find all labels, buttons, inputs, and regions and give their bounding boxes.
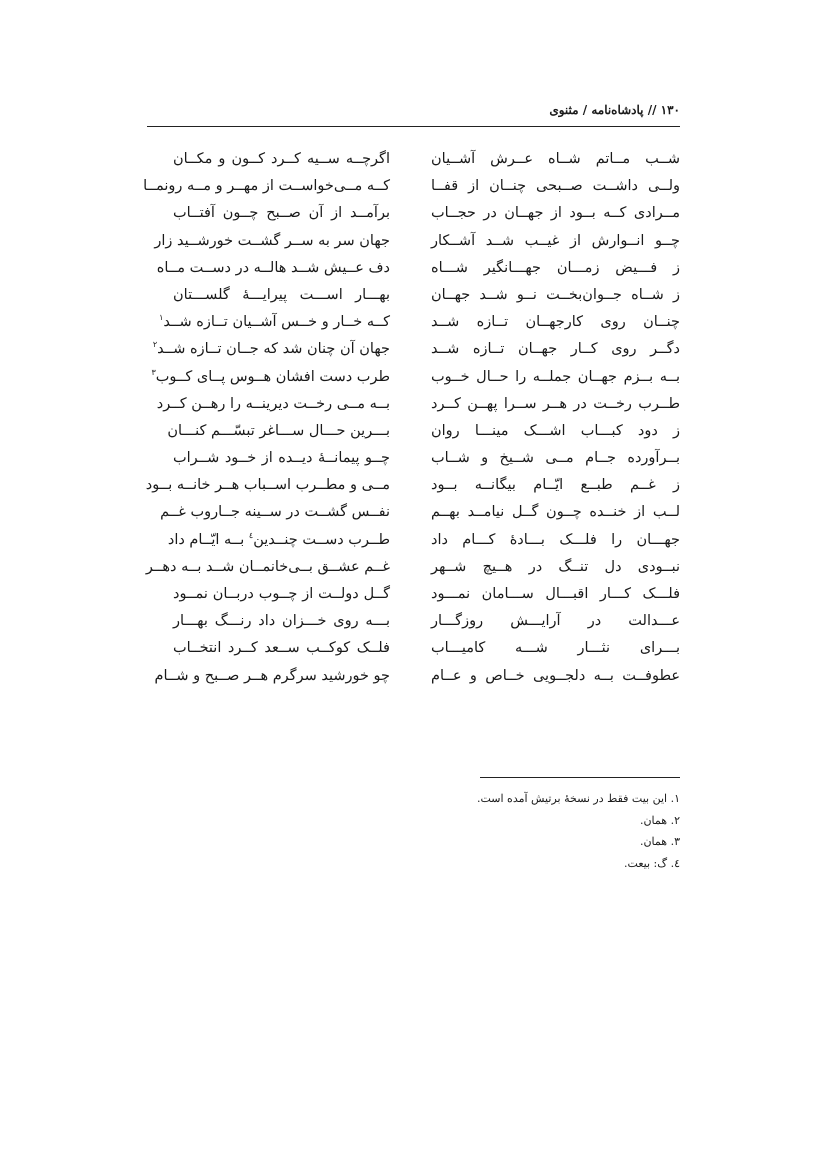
hemistich-left — [156, 255, 390, 282]
hemistich-left — [173, 146, 390, 173]
footnotes — [420, 788, 680, 874]
right-column — [431, 146, 680, 690]
hemistich-right: نبــودی دل تنــگ در هــیچ شــهر — [431, 558, 680, 575]
footnote-item: ١. این بیت فقط در نسخهٔ برتیش آمده است. — [476, 792, 680, 805]
hemistich-right: شــب مــاتم شــاه عــرش آشــیان — [431, 151, 680, 167]
hemistich-text: جهان آن چنان شد که جــان تــازه شــد — [157, 341, 390, 358]
left-column — [143, 146, 390, 690]
hemistich-left — [154, 228, 390, 255]
hemistich-right: ز شــاه جــوان‌بخــت نــو شــد جهــان — [431, 286, 680, 303]
footnote-rule — [480, 777, 680, 778]
hemistich-left — [173, 635, 390, 662]
hemistich-text: کــه خــار و خــس آشــیان تــازه شــد — [163, 314, 390, 331]
hemistich-text: اگرچــه ســیه کــرد کــون و مکــان — [173, 151, 390, 167]
hemistich-right: لــب از خنــده چــون گــل نیامــد بهــم — [431, 504, 680, 521]
hemistich-left — [173, 200, 390, 227]
hemistich-text-continued: بــه ایّــام داد — [167, 531, 249, 548]
hemistich-left — [151, 364, 390, 391]
hemistich-text: بهـــار اســـت پیرایـــهٔ گلســـتان — [173, 286, 390, 303]
hemistich-text: برآمــد از آن صــبح چــون آفتــاب — [173, 205, 390, 222]
hemistich-left — [143, 173, 390, 200]
hemistich-right: ولــی داشــت صــبحی چنــان از قفــا — [431, 178, 680, 195]
hemistich-right: چــو انــوارش از غیــب شــد آشــکار — [431, 232, 680, 249]
hemistich-right: فلـــک کـــار اقبـــال ســـامان نمـــود — [431, 586, 680, 602]
hemistich-text: طرب دست افشان هــوس پــای کــوب — [155, 368, 390, 385]
footnote-item: ٢. همان. — [639, 813, 680, 827]
hemistich-text: جهان سر به ســر گشــت خورشــید زار — [154, 232, 390, 249]
hemistich-text: مــی و مطــرب اســباب هــر خانــه بــود — [145, 477, 390, 494]
hemistich-text: طــرب دســت چنــدین — [253, 531, 390, 548]
hemistich-text: چو خورشید سرگرم هــر صــبح و شــام — [154, 667, 390, 684]
footnote-marker[interactable]: ٣ — [151, 367, 156, 377]
hemistich-left — [173, 282, 390, 309]
hemistich-right: ز غــم طبــع ایّــام بیگانــه بــود — [431, 477, 680, 494]
hemistich-right: عطوفــت بــه دلجــویی خــاص و عــام — [431, 667, 680, 684]
hemistich-text: فلــک کوکــب ســعد کــرد انتخــاب — [173, 640, 390, 657]
hemistich-right: بـــرای نثـــار شـــه کامیـــاب — [431, 640, 680, 657]
hemistich-text: دف عــیش شــد هالــه در دســت مــاه — [156, 259, 390, 276]
hemistich-text: بــه مــی رخــت دیرینــه را رهــن کــرد — [156, 395, 390, 412]
hemistich-text: بـــرین حـــال ســـاغر تبسّـــم کنـــان — [167, 422, 390, 439]
hemistich-left — [160, 499, 390, 526]
hemistich-right: ز دود کبـــاب اشـــک مینـــا روان — [431, 422, 680, 439]
hemistich-text: چــو پیمانــهٔ دیــده از خــود شــراب — [173, 450, 390, 467]
hemistich-right: عـــدالت در آرایـــش روزگـــار — [431, 613, 680, 630]
hemistich-text: کــه مــی‌خواســت از مهــر و مــه رونمــا — [143, 178, 390, 195]
hemistich-right: ز فـــیض زمـــان جهـــانگیر شـــاه — [431, 259, 680, 276]
footnote-marker[interactable]: ١ — [159, 313, 164, 323]
hemistich-left — [167, 527, 390, 554]
footnote-item: ٣. همان. — [639, 835, 680, 848]
header-text: ١٣٠ // پادشاه‌نامه / مثنوی — [549, 103, 680, 117]
hemistich-right: بــرآورده جــام مــی شــیخ و شــاب — [431, 450, 680, 467]
hemistich-right: چنــان روی کارجهــان تــازه شــد — [431, 314, 680, 331]
hemistich-left — [167, 418, 390, 445]
hemistich-left — [145, 472, 390, 499]
hemistich-right: دگــر روی کــار جهــان تــازه شــد — [431, 341, 680, 358]
hemistich-left — [173, 445, 390, 472]
hemistich-text: گــل دولــت از چــوب دربــان نمــود — [173, 586, 390, 602]
running-header — [147, 103, 680, 125]
hemistich-left — [145, 554, 390, 581]
hemistich-left — [154, 663, 390, 690]
footnote-marker[interactable]: ٢ — [152, 340, 158, 350]
hemistich-right: جهـــان را فلـــک بـــادهٔ کـــام داد — [431, 531, 680, 548]
hemistich-left — [156, 391, 390, 418]
header-rule — [147, 126, 680, 127]
hemistich-text: بـــه روی خـــزان داد رنـــگ بهـــار — [173, 613, 390, 630]
hemistich-left — [173, 608, 390, 635]
hemistich-right: مــرادی کــه بــود از جهــان در حجــاب — [431, 205, 680, 222]
hemistich-left — [173, 581, 390, 608]
hemistich-right: طــرب رخــت در هــر ســرا پهــن کــرد — [431, 395, 680, 412]
footnote-marker[interactable]: ٤ — [248, 530, 254, 540]
hemistich-left — [152, 336, 390, 363]
hemistich-text: غــم عشــق بــی‌خانمــان شــد بــه دهــر — [145, 558, 390, 575]
hemistich-left — [159, 309, 390, 336]
hemistich-right: بــه بــزم جهــان جملــه را حــال خــوب — [431, 368, 680, 385]
footnote-item: ٤. گ: بیعت. — [624, 856, 680, 870]
hemistich-text: نفــس گشــت در ســینه جــاروب غــم — [160, 504, 390, 521]
